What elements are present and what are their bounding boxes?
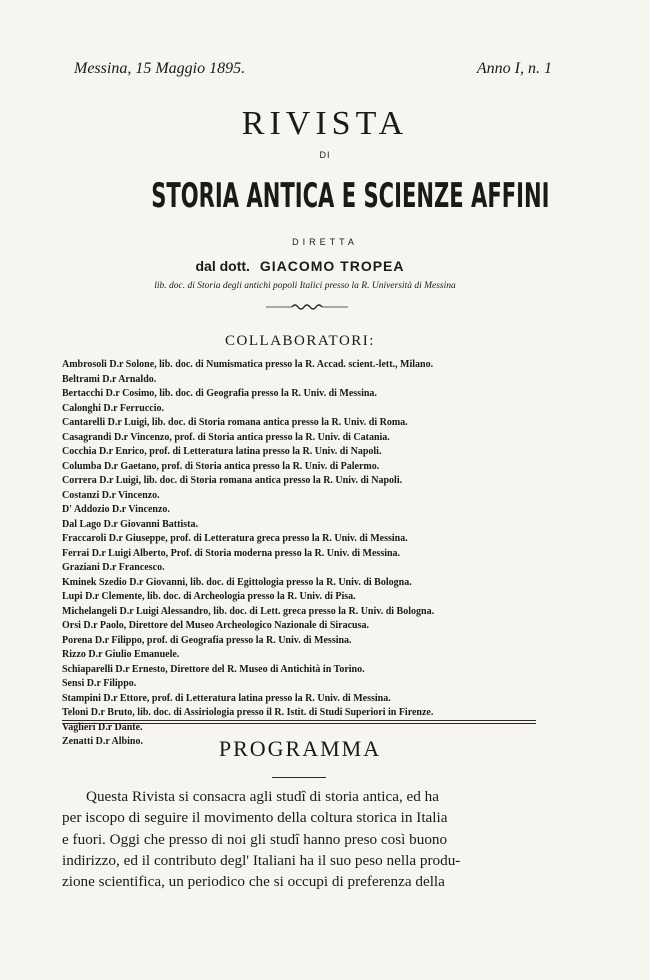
journal-subtitle: STORIA ANTICA E SCIENZE AFFINI <box>151 176 550 216</box>
collaborators-heading: COLLABORATORI: <box>225 333 375 349</box>
collaborator-entry: Calonghi D.r Ferruccio. <box>62 402 165 414</box>
editor-affiliation: lib. doc. di Storia degli antichi popoli Italici presso la R. Università di Messina <box>154 281 456 291</box>
collaborator-entry: Stampini D.r Ettore, prof. di Letteratura latina presso la R. Univ. di Messina. <box>62 692 391 704</box>
collaborator-entry: Ambrosoli D.r Solone, lib. doc. di Numismatica presso la R. Accad. scient.-lett., Milano. <box>62 359 434 370</box>
collaborator-entry: Vaglieri D.r Dante. <box>62 721 143 733</box>
collaborator-entry: Costanzi D.r Vincenzo. <box>62 489 160 501</box>
editor-prefix: dal dott. <box>195 258 250 274</box>
double-rule-top <box>62 720 536 721</box>
editor-line <box>0 258 600 274</box>
collaborator-entry: Rizzo D.r Giulio Emanuele. <box>62 649 180 660</box>
collaborator-entry: Beltrami D.r Arnaldo. <box>62 373 157 385</box>
collaborator-entry: Michelangeli D.r Luigi Alessandro, lib. doc. di Lett. greca presso la R. Univ. di Bologna. <box>62 605 435 617</box>
ornament-divider <box>262 300 352 314</box>
title-connector: DI <box>319 150 331 160</box>
collaborator-entry: Bertacchi D.r Cosimo, lib. doc. di Geografia presso la R. Univ. di Messina. <box>62 388 377 399</box>
programma-text <box>62 786 532 892</box>
collaborator-entry: Sensi D.r Filippo. <box>62 678 137 689</box>
collaborator-entry: Orsi D.r Paolo, Direttore del Museo Archeologico Nazionale di Siracusa. <box>62 620 370 631</box>
collaborator-entry: Porena D.r Filippo, prof. di Geografia presso la R. Univ. di Messina. <box>62 634 352 646</box>
editor-name: GIACOMO TROPEA <box>259 258 405 274</box>
programma-line: zione scientifica, un periodico che si occupi di preferenza della <box>62 873 445 891</box>
programma-line: per iscopo di seguire il movimento della coltura storica in Italia <box>62 809 448 827</box>
collaborators-list <box>62 358 542 750</box>
collaborator-entry: Ferrai D.r Luigi Alberto, Prof. di Storia moderna presso la R. Univ. di Messina. <box>62 547 401 559</box>
collaborator-entry: Lupi D.r Clemente, lib. doc. di Archeologia presso la R. Univ. di Pisa. <box>62 591 356 602</box>
collaborator-entry: Kminek Szedio D.r Giovanni, lib. doc. di Egittologia presso la R. Univ. di Bologna. <box>62 576 412 588</box>
collaborator-entry: Casagrandi D.r Vincenzo, prof. di Storia antica presso la R. Univ. di Catania. <box>62 431 390 443</box>
programma-line: Questa Rivista si consacra agli studî di storia antica, ed ha <box>86 788 440 805</box>
collaborator-entry: Graziani D.r Francesco. <box>62 562 165 573</box>
collaborator-entry: Fraccaroli D.r Giuseppe, prof. di Letteratura greca presso la R. Univ. di Messina. <box>62 533 408 544</box>
journal-subtitle-block <box>0 170 650 226</box>
place-date: Messina, 15 Maggio 1895. <box>74 60 246 77</box>
issue-number: Anno I, n. 1 <box>476 60 552 77</box>
collaborator-entry: Correra D.r Luigi, lib. doc. di Storia romana antica presso la R. Univ. di Napoli. <box>62 475 403 486</box>
collaborator-entry: Zenatti D.r Albino. <box>62 736 143 747</box>
collaborator-entry: Dal Lago D.r Giovanni Battista. <box>62 518 198 530</box>
collaborator-entry: Cantarelli D.r Luigi, lib. doc. di Storia romana antica presso la R. Univ. di Roma. <box>62 417 408 428</box>
collaborator-entry: Schiaparelli D.r Ernesto, Direttore del R. Museo di Antichità in Torino. <box>62 663 365 675</box>
page-header <box>74 60 552 82</box>
diretta-label: DIRETTA <box>292 237 358 247</box>
double-rule-bottom <box>62 723 536 724</box>
programma-line: e fuori. Oggi che presso di noi gli studî hanno preso così buono <box>62 830 448 848</box>
collaborator-entry: Teloni D.r Bruto, lib. doc. di Assiriologia presso il R. Istit. di Studi Superiori in Firenze. <box>62 707 434 718</box>
collaborator-entry: Cocchia D.r Enrico, prof. di Letteratura latina presso la R. Univ. di Napoli. <box>62 446 382 457</box>
programma-heading: PROGRAMMA <box>218 736 382 761</box>
programma-underline <box>272 777 326 778</box>
journal-title: RIVISTA <box>241 105 409 142</box>
collaborator-entry: Columba D.r Gaetano, prof. di Storia antica presso la R. Univ. di Palermo. <box>62 460 380 472</box>
collaborator-entry: D' Addozio D.r Vincenzo. <box>62 504 170 515</box>
programma-line: indirizzo, ed il contributo degl' Italiani ha il suo peso nella produ- <box>62 851 461 869</box>
